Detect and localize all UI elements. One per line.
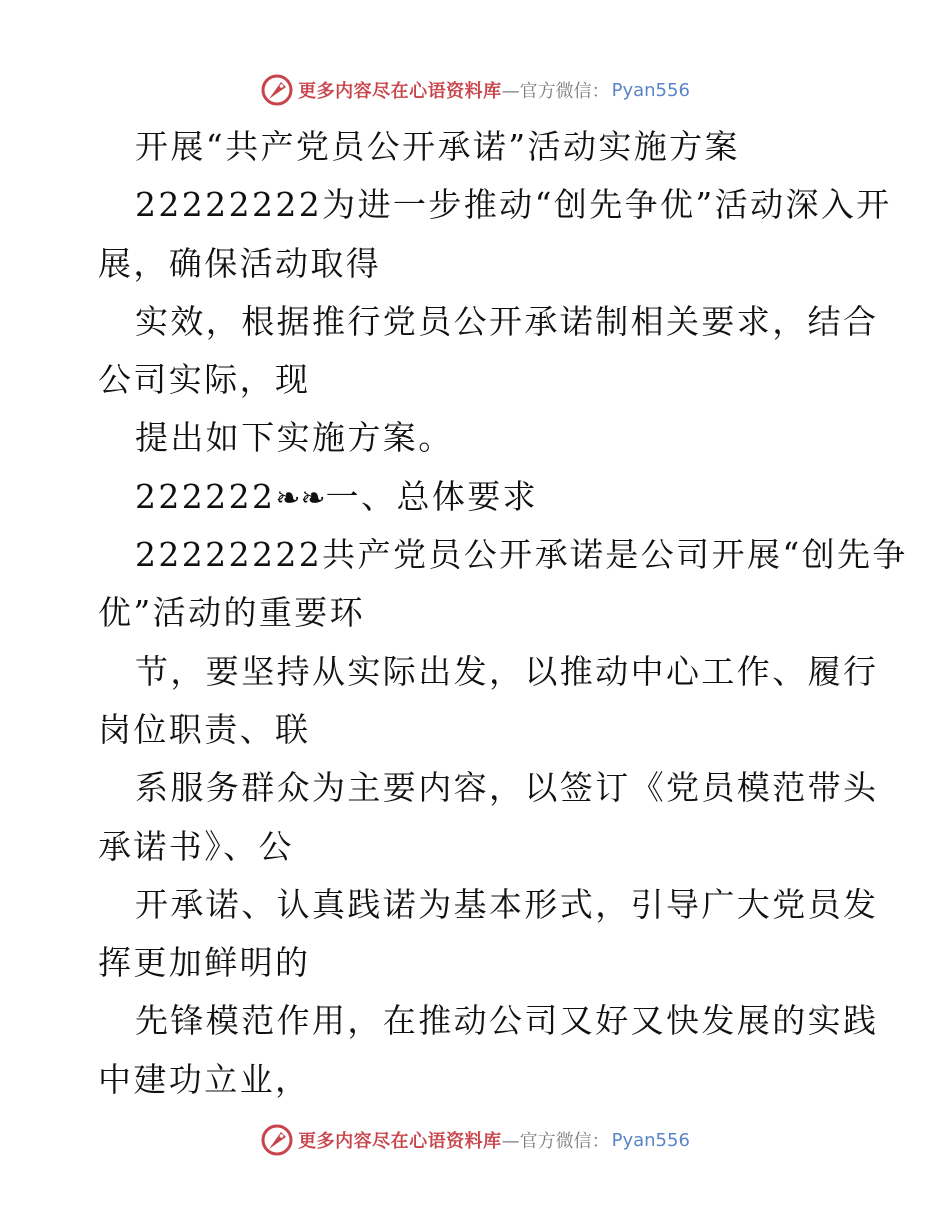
banner-handle: Pyan556	[611, 1129, 690, 1151]
text-line: 系服务群众为主要内容，以签订《党员模范带头	[135, 768, 879, 808]
text-line: 优”活动的重要环	[98, 593, 366, 633]
document-title: 开展“共产党员公开承诺”活动实施方案	[135, 127, 740, 166]
banner-red-text: 更多内容尽在心语资料库	[298, 81, 502, 102]
text-line: 节，要坚持从实际出发，以推动中心工作、履行	[135, 651, 879, 691]
section-heading: 一、总体要求	[325, 476, 539, 516]
section-heading-line	[98, 468, 858, 526]
text-line: 先锋模范作用，在推动公司又好又快发展的实践	[135, 1001, 879, 1041]
banner-dash-text: —官方微信：	[501, 1131, 610, 1152]
text-line: 展，确保活动取得	[98, 243, 382, 283]
banner-handle: Pyan556	[611, 79, 690, 101]
text-line: 开承诺、认真践诺为基本形式，引导广大党员发	[135, 884, 879, 924]
pen-nib-circle-icon	[260, 73, 294, 107]
text-line: 提出如下实施方案。	[135, 418, 454, 458]
text-line: 实效，根据推行党员公开承诺制相关要求，结合	[135, 301, 879, 341]
pen-nib-circle-icon	[260, 1123, 294, 1157]
text-line: 22222222为进一步推动“创先争优”活动深入开	[135, 185, 892, 225]
text-line: 中建功立业，	[98, 1059, 311, 1099]
banner-red-text: 更多内容尽在心语资料库	[298, 1131, 502, 1152]
banner-dash-text: —官方微信：	[501, 81, 610, 102]
footer-banner	[0, 1120, 950, 1160]
header-banner	[0, 70, 950, 110]
text-line: 公司实际，现	[98, 360, 311, 400]
section-number-prefix: 222222	[135, 476, 276, 516]
text-line: 22222222共产党员公开承诺是公司开展“创先争	[135, 535, 908, 575]
document-body	[98, 118, 908, 1109]
text-line: 挥更加鲜明的	[98, 943, 311, 983]
text-line: 岗位职责、联	[98, 709, 311, 749]
text-line: 承诺书》、公	[98, 826, 294, 866]
floral-ornament-icon: ❧❧	[275, 480, 326, 516]
